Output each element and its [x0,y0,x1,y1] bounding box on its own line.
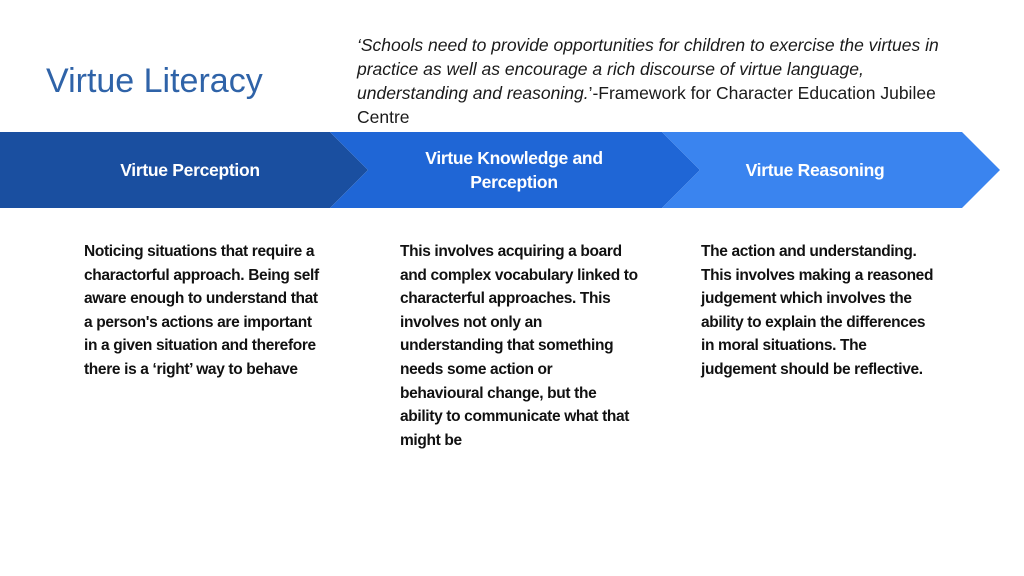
description-virtue-perception: Noticing situations that require a charactorful approach. Being self aware enough to understand that a person's actions are important in a given situation and therefore there is a ‘right’ way to behave [84,243,319,378]
framework-quote [357,33,967,129]
description-virtue-knowledge: This involves acquiring a board and complex vocabulary linked to characterful approaches. This involves not only an understanding that something needs some action or behavioural change, but the ability to communicate what that might be [400,243,638,449]
quote-attribution: ’-Framework for Character Education Jubilee Centre [357,83,936,127]
description-virtue-reasoning: The action and understanding. This involves making a reasoned judgement which involves the ability to explain the differences in moral situations. The judgement should be reflective. [701,243,934,378]
page-title: Virtue Literacy [46,62,263,100]
quote-italic-text: ‘Schools need to provide opportunities for children to exercise the virtues in practice as well as encourage a rich discourse of virtue language, understanding and reasoning. [357,35,939,103]
step-label-virtue-reasoning: Virtue Reasoning [745,160,885,180]
step-label-virtue-knowledge: Virtue Knowledge and Perception [425,148,603,192]
step-label-virtue-perception: Virtue Perception [120,160,260,180]
